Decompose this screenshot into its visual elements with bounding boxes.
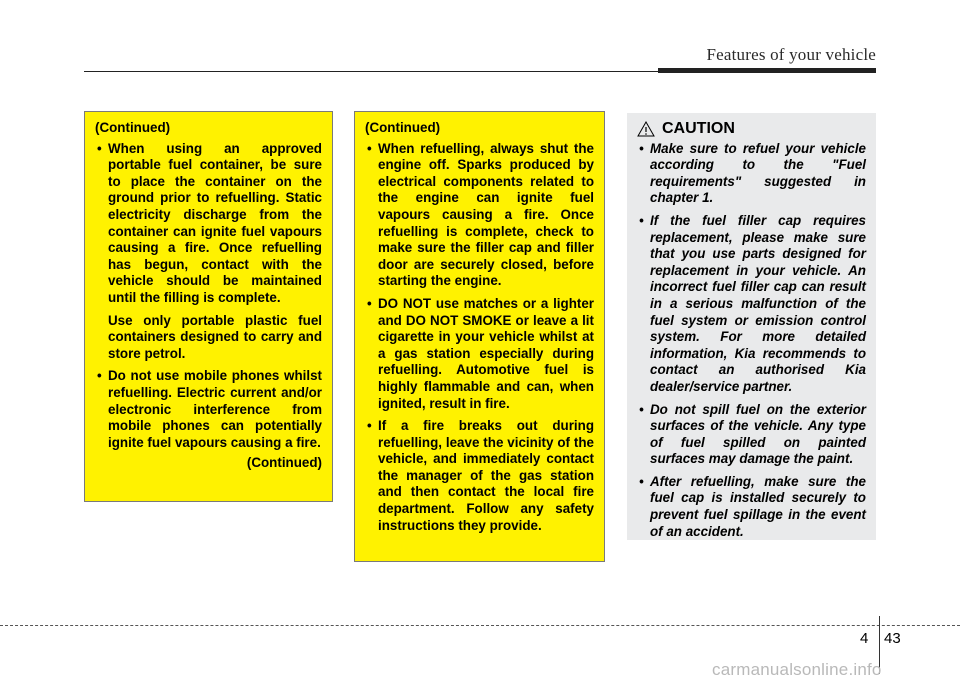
chapter-number: 4 bbox=[860, 630, 869, 647]
footer-rule bbox=[0, 625, 960, 626]
list-item bbox=[637, 474, 866, 540]
bullet-mark: • bbox=[639, 212, 644, 228]
bullet-mark: • bbox=[639, 140, 644, 156]
list-item bbox=[365, 296, 594, 412]
bullet-mark: • bbox=[367, 140, 372, 156]
caution-box bbox=[627, 113, 876, 540]
item-text: When using an approved portable fuel container, be sure to place the container on the ground prior to refuelling. Static electricity discharge from the container can ignite fuel vapours causing a fire. Once refuelling has begun, contact with the vehicle should be maintained until the filling is complete. bbox=[108, 140, 322, 305]
continued-label: (Continued) bbox=[95, 120, 171, 135]
page-header-title: Features of your vehicle bbox=[706, 45, 876, 64]
watermark: carmanualsonline.info bbox=[712, 660, 882, 679]
bullet-mark: • bbox=[97, 140, 102, 156]
item-text: Do not spill fuel on the exterior surfaces of the vehicle. Any type of fuel spilled on painted surfaces may damage the paint. bbox=[650, 401, 866, 467]
continued-label: (Continued) bbox=[246, 455, 322, 471]
list-item bbox=[637, 141, 866, 207]
caution-title: CAUTION bbox=[662, 120, 735, 137]
bullet-mark: • bbox=[367, 418, 372, 434]
list-item bbox=[637, 402, 866, 468]
item-text: Make sure to refuel your vehicle according to the "Fuel requirements" suggested in chapter 1. bbox=[650, 140, 866, 206]
bullet-mark: • bbox=[97, 368, 102, 384]
item-text: When refuelling, always shut the engine off. Sparks produced by electrical components related to the engine can ignite fuel vapours causing a fire. Once refuelling is complete, check to make sure the filler cap and filler door are securely closed, before starting the engine. bbox=[378, 140, 594, 289]
item-text: Do not use mobile phones whilst refuelling. Electric current and/or electronic interference from mobile phones can potentially ignite fuel vapours causing a fire. bbox=[108, 368, 322, 450]
item-text: After refuelling, make sure the fuel cap is installed securely to prevent fuel spillage in the event of an accident. bbox=[650, 473, 866, 539]
list-item bbox=[95, 368, 322, 451]
bullet-mark: • bbox=[639, 473, 644, 489]
header-rule bbox=[84, 71, 660, 72]
bullet-mark: • bbox=[367, 295, 372, 311]
item-subparagraph: Use only portable plastic fuel containers designed to carry and store petrol. bbox=[108, 312, 322, 361]
list-item bbox=[365, 141, 594, 290]
item-text: If the fuel filler cap requires replacement, please make sure that you use parts designed for replacement in your vehicle. An incorrect fuel filler cap can result in a serious malfunction of the fuel system or emission control system. For more detailed information, Kia recommends to contact an authorised Kia dealer/service partner. bbox=[650, 212, 866, 394]
list-item bbox=[95, 141, 322, 307]
caution-header bbox=[637, 121, 866, 138]
header-rule-accent bbox=[658, 68, 876, 73]
warning-box-middle bbox=[354, 111, 605, 562]
item-text: If a fire breaks out during refuelling, leave the vicinity of the vehicle, and immediately contact the manager of the gas station and then contact the local fire department. Follow any safety instructions they provide. bbox=[378, 418, 594, 533]
list-item bbox=[365, 418, 594, 534]
warning-box-left bbox=[84, 111, 333, 502]
list-item bbox=[637, 213, 866, 396]
item-text: DO NOT use matches or a lighter and DO NOT SMOKE or leave a lit cigarette in your vehicle whilst at a gas station especially during refuelling. Automotive fuel is highly flammable and can, when ignited, result in fire. bbox=[378, 295, 594, 411]
bullet-mark: • bbox=[639, 401, 644, 417]
warning-triangle-icon bbox=[637, 121, 655, 137]
continued-label: (Continued) bbox=[365, 120, 441, 135]
page-number: 43 bbox=[884, 630, 901, 647]
